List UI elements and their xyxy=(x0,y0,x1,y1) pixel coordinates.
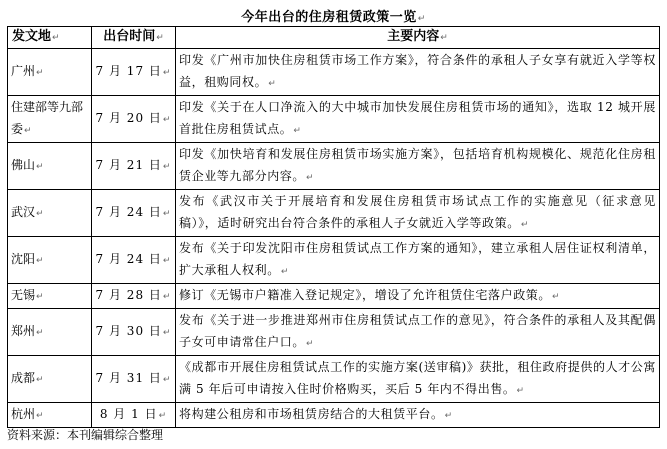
paragraph-mark-icon: ↵ xyxy=(52,33,60,43)
table-row xyxy=(8,309,660,356)
row-content: 印发《加快培育和发展住房租赁市场实施方案》，包括培育机构规模化、规范化住房租赁企业等九部分内容。↵ xyxy=(176,143,660,190)
paragraph-mark-icon: ↵ xyxy=(36,209,44,219)
paragraph-mark-icon: ↵ xyxy=(162,162,172,172)
row-date: 7 月 20 日↵ xyxy=(92,96,176,143)
table-row xyxy=(8,403,660,428)
paragraph-mark-icon: ↵ xyxy=(552,292,561,302)
policy-table xyxy=(7,26,660,428)
table-row xyxy=(8,190,660,237)
row-city: 广州↵ xyxy=(8,49,92,96)
header-content: 主要内容↵ xyxy=(176,27,660,49)
paragraph-mark-icon: ↵ xyxy=(36,256,44,266)
table-title-text: 今年出台的住房租赁政策一览 xyxy=(241,10,417,25)
paragraph-mark-icon: ↵ xyxy=(162,292,172,302)
paragraph-mark-icon: ↵ xyxy=(158,411,168,421)
paragraph-mark-icon: ↵ xyxy=(162,375,172,385)
header-row xyxy=(8,27,660,49)
paragraph-mark-icon: ↵ xyxy=(444,411,453,421)
row-content: 发布《武汉市关于开展培育和发展住房租赁市场试点工作的实施意见（征求意见稿）》，适时研究出台符合条件的承租人子女就近入学等政策。↵ xyxy=(176,190,660,237)
row-city: 沈阳↵ xyxy=(8,237,92,284)
row-city: 郑州↵ xyxy=(8,309,92,356)
row-date: 7 月 17 日↵ xyxy=(92,49,176,96)
row-date: 7 月 30 日↵ xyxy=(92,309,176,356)
row-date: 7 月 24 日↵ xyxy=(92,237,176,284)
paragraph-mark-icon: ↵ xyxy=(268,79,277,89)
table-row xyxy=(8,143,660,190)
row-date: 7 月 28 日↵ xyxy=(92,284,176,309)
source-note: 资料来源：本刊编辑综合整理 xyxy=(7,428,164,442)
table-row xyxy=(8,284,660,309)
paragraph-mark-icon: ↵ xyxy=(280,267,289,277)
row-date: 7 月 21 日↵ xyxy=(92,143,176,190)
row-content: 印发《关于在人口净流入的大中城市加快发展住房租赁市场的通知》，选取 12 城开展首批住房租赁试点。↵ xyxy=(176,96,660,143)
row-city: 成都↵ xyxy=(8,356,92,403)
row-date: 8 月 1 日↵ xyxy=(92,403,176,428)
row-content: 印发《广州市加快住房租赁市场工作方案》，符合条件的承租人子女享有就近入学等权益，租购同权。↵ xyxy=(176,49,660,96)
row-city: 杭州↵ xyxy=(8,403,92,428)
header-city: 发文地↵ xyxy=(8,27,92,49)
header-date: 出台时间↵ xyxy=(92,27,176,49)
paragraph-mark-icon: ↵ xyxy=(36,292,44,302)
paragraph-mark-icon: ↵ xyxy=(36,68,44,78)
paragraph-mark-icon: ↵ xyxy=(440,33,448,43)
table-row xyxy=(8,49,660,96)
row-city: 武汉↵ xyxy=(8,190,92,237)
paragraph-mark-icon: ↵ xyxy=(306,173,315,183)
paragraph-mark-icon: ↵ xyxy=(162,256,172,266)
paragraph-mark-icon: ↵ xyxy=(162,328,172,338)
paragraph-mark-icon: ↵ xyxy=(162,209,172,219)
paragraph-mark-icon: ↵ xyxy=(520,220,529,230)
paragraph-mark-icon: ↵ xyxy=(24,126,32,136)
paragraph-mark-icon: ↵ xyxy=(156,33,164,43)
paragraph-mark-icon: ↵ xyxy=(306,339,315,349)
row-date: 7 月 24 日↵ xyxy=(92,190,176,237)
paragraph-mark-icon: ↵ xyxy=(417,14,426,24)
row-city: 佛山↵ xyxy=(8,143,92,190)
table-row xyxy=(8,96,660,143)
row-date: 7 月 31 日↵ xyxy=(92,356,176,403)
paragraph-mark-icon: ↵ xyxy=(162,68,172,78)
paragraph-mark-icon: ↵ xyxy=(36,328,44,338)
table-row xyxy=(8,356,660,403)
paragraph-mark-icon: ↵ xyxy=(516,386,525,396)
paragraph-mark-icon: ↵ xyxy=(36,375,44,385)
table-title xyxy=(0,6,667,25)
row-city: 无锡↵ xyxy=(8,284,92,309)
paragraph-mark-icon: ↵ xyxy=(36,162,44,172)
paragraph-mark-icon: ↵ xyxy=(293,126,302,136)
paragraph-mark-icon: ↵ xyxy=(36,411,44,421)
row-content: 将构建公租房和市场租赁房结合的大租赁平台。↵ xyxy=(176,403,660,428)
paragraph-mark-icon: ↵ xyxy=(162,115,172,125)
row-content: 发布《关于印发沈阳市住房租赁试点工作方案的通知》，建立承租人居住证权利清单，扩大承租人权利。↵ xyxy=(176,237,660,284)
row-content: 发布《关于进一步推进郑州市住房租赁试点工作的意见》，符合条件的承租人及其配偶子女可申请常住户口。↵ xyxy=(176,309,660,356)
row-content: 修订《无锡市户籍准入登记规定》，增设了允许租赁住宅落户政策。↵ xyxy=(176,284,660,309)
row-content: 《成都市开展住房租赁试点工作的实施方案(送审稿)》获批，租住政府提供的人才公寓满 5 年后可申请按入住时价格购买，买后 5 年内不得出售。↵ xyxy=(176,356,660,403)
table-row xyxy=(8,237,660,284)
row-city: 住建部等九部委↵ xyxy=(8,96,92,143)
